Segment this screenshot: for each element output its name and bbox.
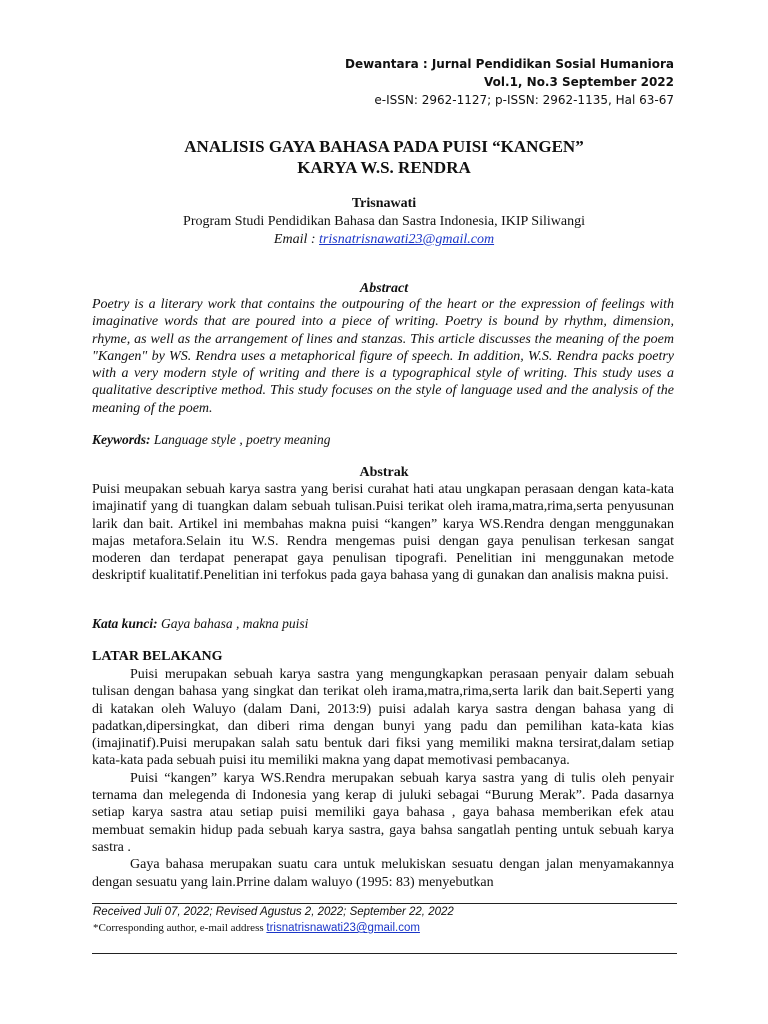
body-paragraph-3: Gaya bahasa merupakan suatu cara untuk melukiskan sesuatu dengan jalan menyamakannya dengan sesuatu yang lain.Prrine dalam waluyo (1995: 83) menyebutkan [92,857,674,890]
corresponding-author-note [93,922,420,934]
kata-kunci-label: Kata kunci: [92,616,158,631]
title-line-2: KARYA W.S. RENDRA [297,158,471,177]
email-label: Email : [273,232,316,247]
abstrak-heading: Abstrak [359,465,409,480]
corresponding-email-link[interactable]: trisnatrisnawati23@gmail.com [266,922,420,934]
journal-header [345,55,674,109]
author-name: Trisnawati [351,196,417,211]
abstract-text: Poetry is a literary work that contains the outpouring of the heart or the expression of feelings with imaginative words that are poured into a piece of writing. Poetry is bound by rhythm, dimension, rhyme, as well as the arrangement of lines and stanzas. This article discusses the meaning of the poem "Kangen" by WS. Rendra uses a metaphorical figure of speech. In addition, W.S. Rendra packs poetry with a very modern style of writing and there is a typographical style of writing. This study uses a qualitative descriptive method. This study focuses on the style of language used and the analysis of the meaning of the poem. [92,297,674,416]
author-email-link[interactable]: trisnatrisnawati23@gmail.com [319,232,495,247]
keywords-label: Keywords: [92,432,151,447]
journal-volume: Vol.1, No.3 September 2022 [484,75,674,89]
latar-belakang-body [92,666,674,891]
title-line-1: ANALISIS GAYA BAHASA PADA PUISI “KANGEN” [184,137,584,156]
keywords-value: Language style , poetry meaning [153,432,331,447]
footer-divider-bottom [92,953,677,954]
author-block [92,195,676,249]
journal-issn: e-ISSN: 2962-1127; p-ISSN: 2962-1135, Hal 63-67 [374,93,674,107]
body-paragraph-1: Puisi merupakan sebuah karya sastra yang mengungkapkan perasaan penyair dalam sebuah tulisan dengan bahasa yang singkat dan terikat oleh irama,matra,rima,serta larik dan bait.Seperti yang di katakan oleh Waluyo (dalam Dani, 2013:9) puisi adalah karya sastra dengan bahasa yang di padatkan,dipersingkat, dan diberi rima dengan bunyi yang padu dan pemilihan kata-kata kias (imajinatif).Puisi merupakan salah satu bentuk dari fiksi yang memiliki makna tersirat,dalam setiap kata-kata pada sebuah puisi itu memiliki makna yang dapat memotivasi pembacanya. [92,667,674,769]
keywords-line [92,431,674,448]
kata-kunci-value: Gaya bahasa , makna puisi [161,616,309,631]
body-paragraph-2: Puisi “kangen” karya WS.Rendra merupakan sebuah karya sastra yang di tulis oleh penyair ternama dan melegenda di Indonesia yang kerap di juluki sebagai “Burung Merak”. Pada dasarnya setiap karya sastra atau setiap puisi memiliki gaya bahasa , gaya bahasa memberikan efek atau membuat semakin hidup pada sebuah karya sastra, gaya bahsa sangatlah penting untuk sebuah karya sastra . [92,770,674,855]
corresponding-label: *Corresponding author, e-mail address [93,922,264,934]
section-heading-latar-belakang: LATAR BELAKANG [92,649,223,664]
author-email-line [92,231,676,249]
footer-divider-top [92,903,677,904]
article-title [92,136,676,178]
journal-name: Dewantara : Jurnal Pendidikan Sosial Humaniora [344,57,674,71]
abstract-heading: Abstract [359,281,409,296]
abstrak-text: Puisi meupakan sebuah karya sastra yang berisi curahat hati atau ungkapan perasaan dengan kata-kata imajinatif yang di tuangkan dalam sebuah tulisan.Puisi terikat oleh irama,matra,rima,serta penyusunan larik dan bait. Artikel ini membahas makna puisi “kangen” karya WS.Rendra dengan menggunakan majas metafora.Selain itu W.S. Rendra mengemas puisi dengan gaya penulisan terkesan sangat moderen dan terdapat penerapat gaya penulisan tipografi. Penelitian ini menggunakan metode deskriptif kualitatif.Penelitian ini terfokus pada gaya bahasa yang di gunakan dan analisis makna puisi. [92,482,674,584]
kata-kunci-line [92,615,674,632]
received-dates: Received Juli 07, 2022; Revised Agustus 2, 2022; September 22, 2022 [93,906,454,918]
author-affiliation: Program Studi Pendidikan Bahasa dan Sastra Indonesia, IKIP Siliwangi [183,214,585,229]
